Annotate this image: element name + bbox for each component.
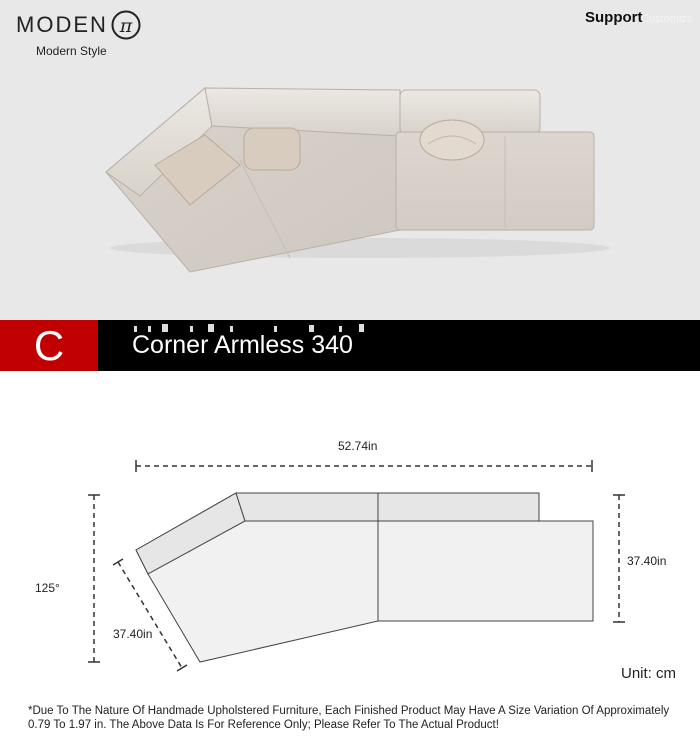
customize-link[interactable]: Customize xyxy=(641,13,693,25)
disclaimer-note: *Due To The Nature Of Handmade Upholstered Furniture, Each Finished Product May Have A Size Variation Of Approximately 0.79 To 1.97 in. The Above Data Is For Reference Only; Please Refer To The Actual Product! xyxy=(28,705,670,731)
logo-wordmark: MODEN xyxy=(16,12,108,37)
sofa-outline xyxy=(136,493,593,662)
pi-logo-icon xyxy=(111,10,141,40)
dimension-diagram xyxy=(0,371,700,701)
width-label: 52.74in xyxy=(338,439,378,453)
product-code-badge: C xyxy=(0,320,98,371)
brand-logo[interactable] xyxy=(16,10,141,58)
support-link[interactable]: Support xyxy=(585,9,643,26)
angle-label: 125° xyxy=(35,581,60,595)
width-dimension-line xyxy=(136,460,592,472)
right-depth-label: 37.40in xyxy=(627,554,667,568)
pillow-middle xyxy=(244,128,300,170)
svg-text:π: π xyxy=(119,15,133,37)
product-banner xyxy=(0,320,700,371)
pillow-round xyxy=(420,120,484,160)
right-height-dimension-line xyxy=(613,495,625,622)
left-height-dimension-line xyxy=(88,495,100,662)
product-title: Corner Armless 340 xyxy=(132,331,353,359)
sofa-photo xyxy=(0,60,700,320)
brand-tagline: Modern Style xyxy=(36,44,107,58)
left-depth-label: 37.40in xyxy=(113,627,153,641)
hero-section xyxy=(0,0,700,320)
unit-label: Unit: cm xyxy=(621,665,677,682)
